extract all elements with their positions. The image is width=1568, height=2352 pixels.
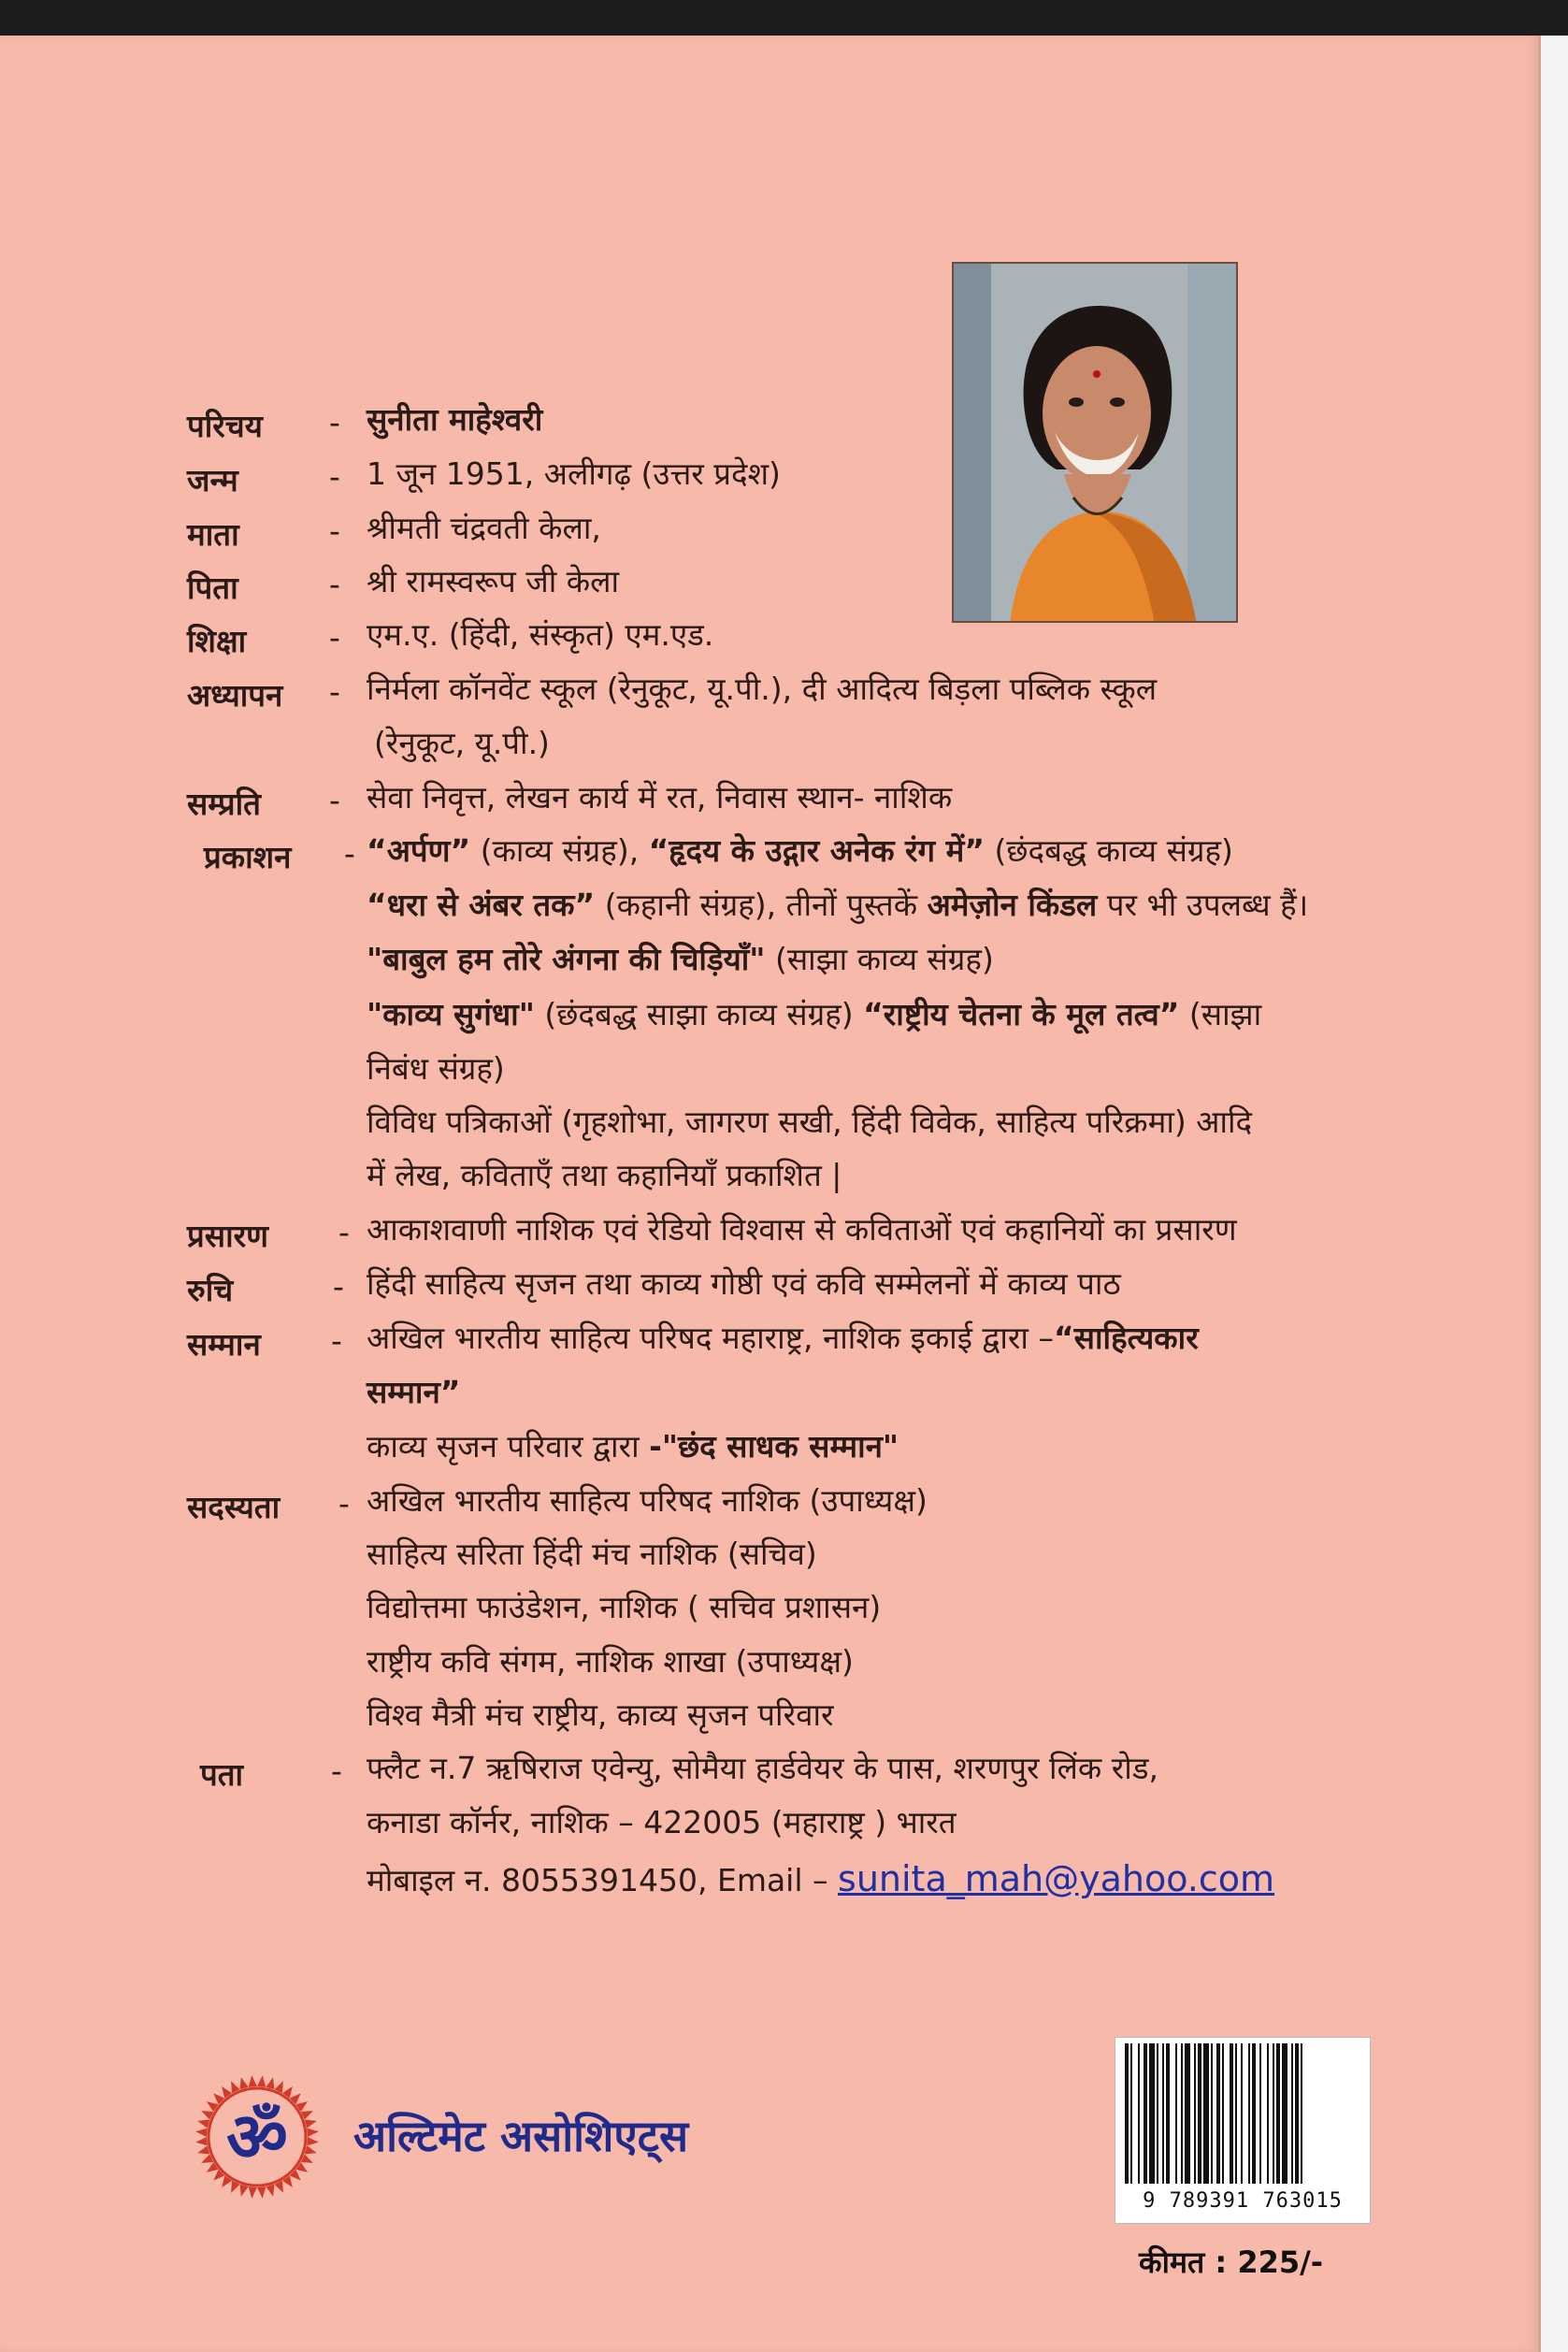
barcode	[1115, 2037, 1371, 2224]
value-adhyapan-2: (रेनुकूट, यू.पी.)	[374, 725, 550, 761]
book-back-cover	[0, 36, 1538, 2352]
logo-ray	[240, 2185, 249, 2197]
value-samman-2: सम्मान”	[367, 1374, 461, 1410]
separator: -	[329, 619, 340, 656]
value-sadasyata-2: साहित्य सरिता हिंदी मंच नाशिक (सचिव)	[367, 1536, 817, 1572]
value-samman-3: काव्य सृजन परिवार द्वारा -"छंद साधक सम्मान"	[367, 1428, 899, 1465]
page-edge	[1538, 36, 1568, 2352]
separator: -	[329, 512, 340, 549]
barcode-bars	[1121, 2043, 1364, 2186]
barcode-bar	[1273, 2043, 1274, 2184]
barcode-bar	[1222, 2043, 1224, 2184]
barcode-bar	[1194, 2043, 1196, 2184]
logo-ray	[249, 2075, 257, 2087]
separator: -	[329, 458, 340, 495]
value-sadasyata-3: विद्योत्तमा फाउंडेशन, नाशिक ( सचिव प्रशासन)	[367, 1589, 882, 1625]
label-prasaran: प्रसारण	[187, 1218, 268, 1254]
logo-ray	[305, 2120, 317, 2128]
barcode-bar	[1248, 2043, 1250, 2184]
label-pita: पिता	[187, 570, 238, 606]
barcode-bar	[1149, 2043, 1155, 2184]
separator: -	[329, 673, 340, 710]
barcode-bar	[1235, 2043, 1237, 2184]
logo-ray	[197, 2120, 209, 2128]
label-shiksha: शिक्षा	[187, 623, 247, 659]
value-adhyapan-1: निर्मला कॉनवेंट स्कूल (रेनुकूट, यू.पी.), दी आदित्य बिड़ला पब्लिक स्कूल	[367, 671, 1158, 707]
value-samman-1: अखिल भारतीय साहित्य परिषद महाराष्ट्र, नाशिक इकाई द्वारा –“साहित्यकार	[367, 1320, 1199, 1356]
value-pita: श्री रामस्वरूप जी केला	[367, 563, 620, 599]
value-samprati: सेवा निवृत्त, लेखन कार्य में रत, निवास स्थान- नाशिक	[367, 779, 953, 815]
barcode-bar	[1267, 2043, 1269, 2184]
value-prakashan-2: “धरा से अंबर तक” (कहानी संग्रह), तीनों पुस्तकें अमेज़ोन किंडल पर भी उपलब्ध हैं।	[367, 887, 1309, 923]
barcode-bar	[1198, 2043, 1201, 2184]
author-name: सुनीता माहेश्वरी	[367, 401, 543, 438]
value-mata: श्रीमती चंद्रवती केला,	[367, 510, 601, 546]
label-pata: पता	[200, 1756, 244, 1793]
barcode-bar	[1144, 2043, 1147, 2184]
publisher-name: अल्टिमेट असोशिएट्स	[353, 2111, 689, 2161]
barcode-bar	[1216, 2043, 1220, 2184]
barcode-bar	[1166, 2043, 1170, 2184]
author-photo	[952, 262, 1238, 623]
value-prakashan-4: "काव्य सुगंधा" (छंदबद्ध साझा काव्य संग्रह) “राष्ट्रीय चेतना के मूल तत्व” (साझा	[367, 996, 1262, 1032]
mobile-text: मोबाइल न. 8055391450, Email –	[367, 1862, 839, 1898]
barcode-bar	[1138, 2043, 1140, 2184]
logo-ray	[266, 2077, 274, 2089]
separator: -	[329, 782, 340, 818]
logo-ray	[195, 2137, 208, 2145]
value-prakashan-6: विविध पत्रिकाओं (गृहशोभा, जागरण सखी, हिंदी विवेक, साहित्य परिक्रमा) आदि	[367, 1104, 1253, 1140]
label-ruchi: रुचि	[187, 1272, 234, 1308]
logo-ray	[257, 2186, 266, 2199]
separator: -	[344, 835, 355, 872]
value-prakashan-3: "बाबुल हम तोरे अंगना की चिड़ियाँ" (साझा काव्य संग्रह)	[367, 941, 994, 977]
logo-ray	[249, 2186, 257, 2199]
value-sadasyata-5: विश्व मैत्री मंच राष्ट्रीय, काव्य सृजन परिवार	[367, 1696, 834, 1733]
barcode-bar	[1185, 2043, 1190, 2184]
barcode-bar	[1181, 2043, 1183, 2184]
separator: -	[329, 404, 340, 440]
separator: -	[338, 1214, 350, 1250]
barcode-bar	[1252, 2043, 1256, 2184]
barcode-bar	[1125, 2043, 1129, 2184]
barcode-bar	[1157, 2043, 1158, 2184]
value-janm: 1 जून 1951, अलीगढ़ (उत्तर प्रदेश)	[367, 455, 781, 492]
separator: -	[338, 1485, 350, 1522]
value-pata-2: कनाडा कॉर्नर, नाशिक – 422005 (महाराष्ट्र ) भारत	[367, 1804, 957, 1840]
value-contact	[367, 1858, 1275, 1899]
label-mata: माता	[187, 516, 239, 553]
publisher-logo	[187, 2067, 327, 2207]
value-prakashan-7: में लेख, कविताएँ तथा कहानियाँ प्रकाशित |	[367, 1157, 842, 1193]
price-label: कीमत : 225/-	[1139, 2244, 1324, 2280]
barcode-bar	[1276, 2043, 1280, 2184]
label-janm: जन्म	[187, 462, 238, 498]
barcode-bar	[1291, 2043, 1293, 2184]
value-prasaran: आकाशवाणी नाशिक एवं रेडियो विश्वास से कविताओं एवं कहानियों का प्रसारण	[367, 1211, 1237, 1248]
value-prakashan-1: “अर्पण” (काव्य संग्रह), “हृदय के उद्गार अनेक रंग में” (छंदबद्ध काव्य संग्रह)	[367, 832, 1233, 869]
separator: -	[331, 1322, 342, 1359]
value-prakashan-5: निबंध संग्रह)	[367, 1050, 505, 1087]
logo-ray	[195, 2128, 208, 2137]
barcode-bar	[1211, 2043, 1213, 2184]
label-samman: सम्मान	[187, 1326, 261, 1363]
barcode-bar	[1203, 2043, 1209, 2184]
logo-ray	[266, 2185, 274, 2197]
separator: -	[331, 1753, 342, 1789]
label-parichay: परिचय	[187, 408, 263, 444]
barcode-bar	[1259, 2043, 1261, 2184]
barcode-bar	[1282, 2043, 1287, 2184]
logo-ray	[240, 2077, 249, 2089]
logo-ray	[257, 2075, 266, 2087]
separator: -	[329, 566, 340, 602]
label-samprati: सम्प्रति	[187, 786, 261, 822]
logo-ray	[307, 2128, 319, 2137]
value-sadasyata-1: अखिल भारतीय साहित्य परिषद नाशिक (उपाध्यक्ष)	[367, 1482, 928, 1519]
separator: -	[333, 1268, 344, 1305]
value-shiksha: एम.ए. (हिंदी, संस्कृत) एम.एड.	[367, 616, 714, 653]
logo-ray	[305, 2145, 317, 2154]
isbn-number: 9 789391 763015	[1143, 2189, 1343, 2213]
barcode-bar	[1162, 2043, 1164, 2184]
label-prakashan: प्रकाशन	[204, 839, 292, 875]
logo-ray	[197, 2145, 209, 2154]
barcode-bar	[1175, 2043, 1177, 2184]
label-adhyapan: अध्यापन	[187, 677, 283, 714]
barcode-bar	[1295, 2043, 1299, 2184]
value-sadasyata-4: राष्ट्रीय कवि संगम, नाशिक शाखा (उपाध्यक्ष)	[367, 1643, 854, 1680]
barcode-bar	[1130, 2043, 1132, 2184]
barcode-bar	[1230, 2043, 1233, 2184]
barcode-bar	[1241, 2043, 1243, 2184]
om-glyph: ॐ	[226, 2098, 288, 2176]
label-sadasyata: सदस्यता	[187, 1489, 281, 1525]
logo-ray	[307, 2137, 319, 2145]
top-dark-band	[0, 0, 1568, 37]
barcode-bar	[1301, 2043, 1302, 2184]
value-pata-1: फ्लैट न.7 ऋषिराज एवेन्यु, सोमैया हार्डवेयर के पास, शरणपुर लिंक रोड,	[367, 1750, 1158, 1786]
value-ruchi: हिंदी साहित्य सृजन तथा काव्य गोष्ठी एवं कवि सम्मेलनों में काव्य पाठ	[367, 1265, 1121, 1302]
email-link[interactable]: sunita_mah@yahoo.com	[838, 1858, 1275, 1899]
